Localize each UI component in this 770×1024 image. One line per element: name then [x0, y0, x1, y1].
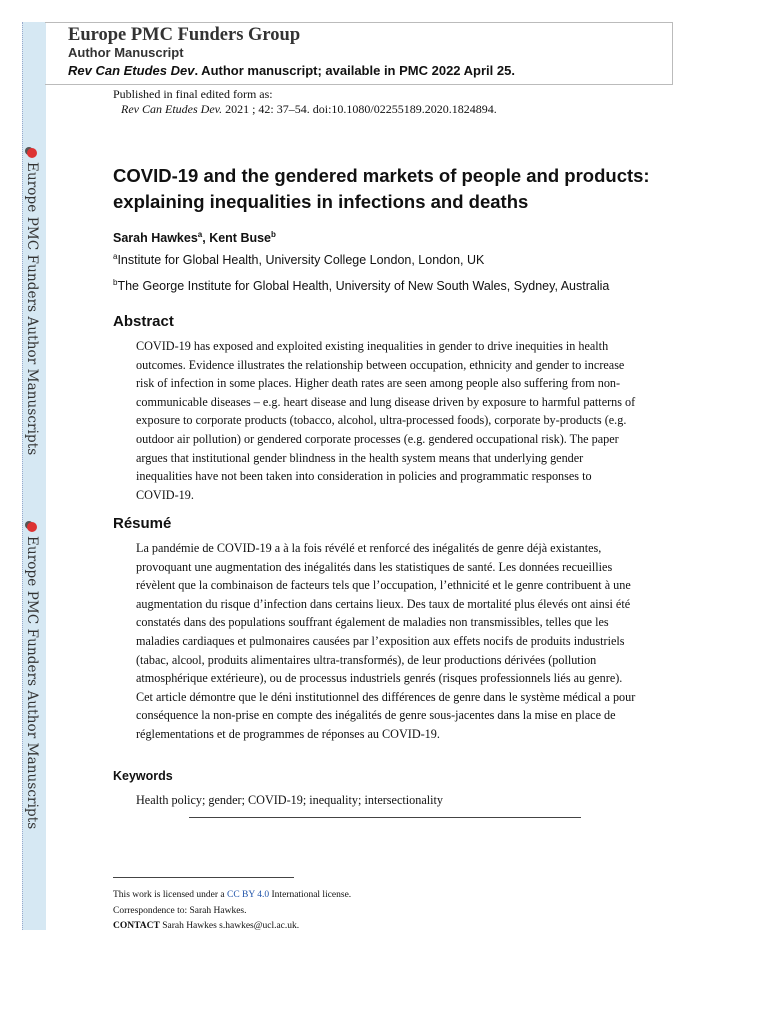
journal-name: Rev Can Etudes Dev	[68, 63, 195, 78]
sidebar-label-text: Europe PMC Funders Author Manuscripts	[24, 536, 40, 830]
contact-label: CONTACT	[113, 921, 160, 931]
author-name: Sarah Hawkes	[113, 231, 198, 245]
license-prefix: This work is licensed under a	[113, 890, 227, 900]
article-title: COVID-19 and the gendered markets of people and products: explaining inequalities in infections and deaths	[113, 165, 650, 212]
manuscript-type: Author Manuscript	[68, 45, 184, 60]
author-separator: ,	[202, 231, 210, 245]
availability-line	[68, 63, 515, 78]
affiliation-text: The George Institute for Global Health, University of New South Wales, Sydney, Australia	[117, 279, 610, 293]
citation-journal: Rev Can Etudes Dev.	[121, 102, 223, 116]
sidebar-label-top	[24, 148, 40, 455]
section-divider	[189, 817, 581, 818]
author-affiliation-marker: a	[197, 229, 203, 239]
author-affiliation-marker: b	[271, 229, 276, 239]
license-suffix: International license.	[269, 890, 352, 900]
author-list	[113, 231, 276, 245]
funders-group-title: Europe PMC Funders Group	[68, 25, 301, 45]
license-link[interactable]: CC BY 4.0	[226, 890, 270, 900]
sidebar-label-text: Europe PMC Funders Author Manuscripts	[24, 162, 40, 456]
citation	[113, 102, 497, 117]
affiliation-marker: b	[113, 277, 118, 287]
license-note	[113, 890, 351, 900]
affiliation-marker: a	[113, 251, 118, 261]
europe-pmc-logo-icon	[27, 522, 37, 532]
resume-text: La pandémie de COVID-19 a à la fois révélé et renforcé des inégalités de genre déjà existantes, provoquant une augmentation des inégalités dans les statistiques de santé. Les données recueillies révèlent que la combinaison de facteurs tels que l’occupation, l’ethnicité et le genre contribuent à une augmentation du risque d’infection dans certains lieux. Des taux de mortalité plus élevés ont ainsi été constatés dans des populations souffrant également de maladies non transmissibles, telles que les maladies cardiaques et pulmonaires causées par l’exposition aux effets nocifs de produits industriels (tabac, alcool, produits alimentaires ultra-transformés), de leur productions dérivées (pollution atmosphérique extérieure), ou de processus industriels genrés (risques professionnels liés au genre). Cet article démontre que le déni institutionnel des différences de genre dans le système médical a pour conséquence la non-prise en compte des inégalités de genre sous-jacentes dans la mise en place de réglementations et de programmes de réponses au COVID-19.	[136, 541, 636, 741]
abstract-heading: Abstract	[113, 313, 174, 330]
europe-pmc-logo-icon	[27, 148, 37, 158]
affiliation	[113, 279, 609, 293]
affiliation-text: Institute for Global Health, University College London, London, UK	[117, 253, 485, 267]
availability-text: . Author manuscript; available in PMC 2022 April 25.	[194, 63, 515, 78]
publication-info	[113, 87, 497, 117]
footnote-divider	[113, 877, 294, 878]
keywords-text: Health policy; gender; COVID-19; inequality; intersectionality	[136, 793, 443, 807]
keywords-heading: Keywords	[113, 769, 173, 783]
sidebar-label-bottom	[24, 522, 40, 829]
author-name: Kent Buse	[209, 231, 272, 245]
affiliation	[113, 253, 484, 267]
contact-note	[113, 921, 299, 931]
published-label: Published in final edited form as:	[113, 87, 273, 101]
citation-details: 2021 ; 42: 37–54. doi:10.1080/02255189.2020.1824894.	[222, 102, 497, 116]
contact-text: Sarah Hawkes s.hawkes@ucl.ac.uk.	[159, 921, 300, 931]
abstract-text: COVID-19 has exposed and exploited existing inequalities in gender to drive inequities in health outcomes. Evidence illustrates the relationship between occupation, ethnicity and gender to increase risk of infection in some places. Higher death rates are seen among people also suffering from non-communicable diseases – e.g. heart disease and lung disease driven by exposure to harmful patterns of exposure to corporate products (tobacco, alcohol, ultra-processed foods), corporate by-products (e.g. outdoor air pollution) or gendered corporate processes (e.g. gendered occupational risk). The paper argues that institutional gender blindness in the health system means that underlying gender inequalities have not been taken into consideration in policies and programmatic responses to COVID-19.	[136, 339, 636, 502]
correspondence-note: Correspondence to: Sarah Hawkes.	[113, 906, 247, 916]
resume-heading: Résumé	[113, 515, 172, 532]
